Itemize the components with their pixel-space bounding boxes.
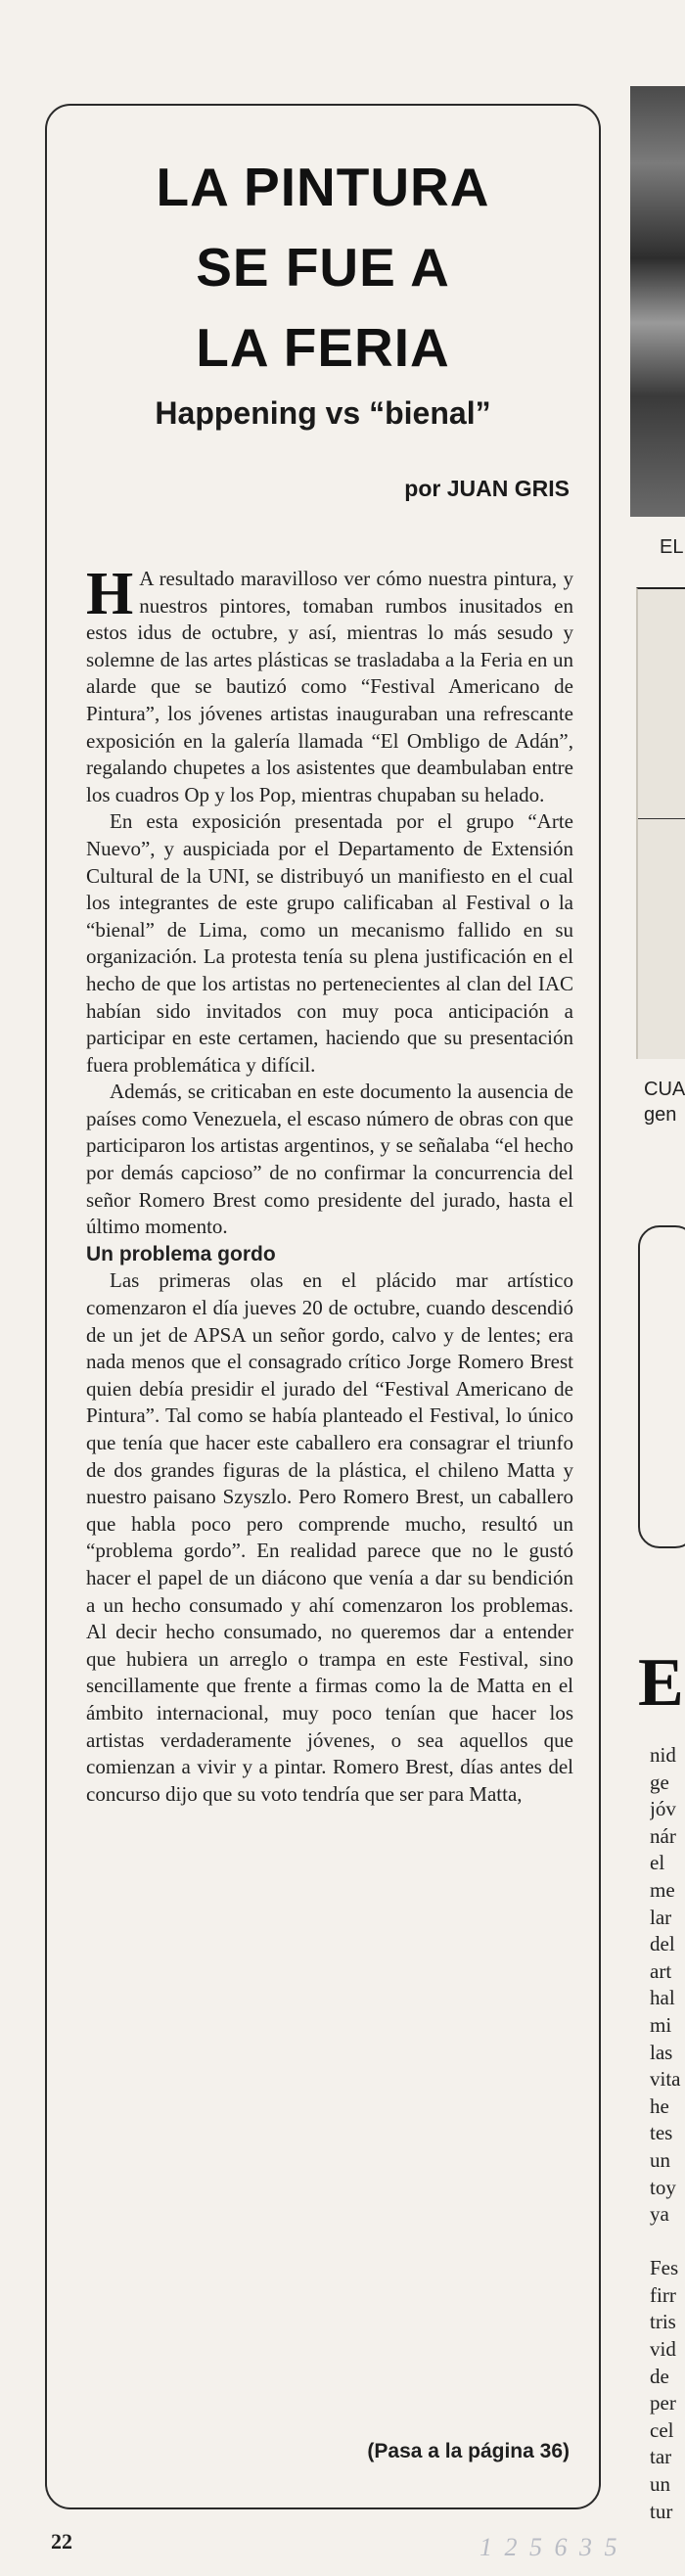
column-fragment: me: [650, 1877, 675, 1902]
paragraph: Las primeras olas en el plácido mar artístico comenzaron el día jueves 20 de octubre, cuando descendió de un jet de APSA un señor gordo, calvo y de lentes; era nada menos que el consagrado crítico Jorge Romero Brest quien debía presidir el jurado del “Festival Americano de Pintura”. Tal como se había planteado el Festival, lo único que tenía que hacer este caballero era consagrar el triunfo de dos grandes figuras de la plástica, el chileno Matta y nuestro paisano Szyszlo. Pero Romero Brest, un caballero que habla poco pero comprende mucho, resultó un “problema gordo”. En realidad parece que no le gustó hacer el papel de un diácono que venía a dar su bendición a un hecho consumado y ahí comenzaron los problemas. Al decir hecho consumado, no queremos dar a entender que hubiera un arreglo o trampa en este Festival, sino sencillamente que frente a firmas como la de Matta en el ámbito internacional, muy poco tenían que hacer los artistas verdaderamente jóvenes, o sea aquellos que comienzan a vivir y a pintar. Romero Brest, días antes del concurso dijo que su voto tendría que ser para Matta,: [86, 1268, 573, 1806]
column-fragment: un: [650, 2147, 670, 2172]
adjacent-caption-mid: [644, 1077, 685, 1127]
column-fragment: jóv: [650, 1797, 676, 1821]
paragraph: [86, 561, 573, 808]
column-fragment: del: [650, 1932, 675, 1956]
column-fragment: ya: [650, 2202, 669, 2227]
caption-line: CUA: [644, 1079, 685, 1100]
column-fragment: toy: [650, 2175, 676, 2199]
section-heading: Un problema gordo: [86, 1242, 276, 1265]
byline-author: JUAN GRIS: [446, 476, 570, 501]
column-fragment: las: [650, 2040, 673, 2064]
column-fragment: mi: [650, 2012, 672, 2037]
column-fragment: de: [650, 2364, 669, 2388]
continued-note: (Pasa a la página 36): [367, 2440, 570, 2462]
paragraph-text: A resultado maravilloso ver cómo nuestra pintura, y nuestros pintores, tomaban rumbos inusitados en estos idus de octubre, y así, mientras lo más sesudo y solemne de las artes plásticas se trasladaba a la Feria en un alarde que se bautizó como “Festival Americano de Pintura”, los jóvenes artistas inauguraban una refrescante exposición en la galería llamada “El Ombligo de Adán”, regalando chupetes a los asistentes que deambulaban entre los cuadros Op y los Pop, mientras chupaban su helado.: [86, 567, 573, 806]
column-fragment: vita: [650, 2067, 681, 2092]
byline-prefix: por: [404, 476, 441, 501]
column-fragment: tur: [650, 2499, 673, 2523]
column-fragment: ge: [650, 1770, 669, 1794]
adjacent-column-text: [650, 1742, 685, 2525]
column-fragment: hal: [650, 1986, 675, 2010]
column-fragment: nid: [650, 1743, 676, 1767]
adjacent-caption-top: EL: [660, 536, 684, 558]
column-fragment: tes: [650, 2121, 673, 2145]
divider: [638, 818, 685, 819]
ink-stamp: 1 2 5 6 3 5: [480, 2533, 620, 2561]
drop-cap: H: [86, 561, 134, 627]
adjacent-box: [638, 1225, 685, 1548]
column-fragment: un: [650, 2472, 670, 2497]
adjacent-photo-2: [636, 587, 685, 1059]
adjacent-photo: [630, 86, 685, 517]
column-fragment: vid: [650, 2337, 676, 2362]
column-fragment: cel: [650, 2417, 674, 2442]
byline: [404, 476, 570, 502]
column-fragment: tris: [650, 2310, 676, 2334]
column-fragment: lar: [650, 1905, 672, 1929]
page-number: 22: [51, 2529, 72, 2553]
column-fragment: per: [650, 2391, 676, 2415]
column-fragment: firr: [650, 2282, 676, 2307]
adjacent-drop-cap: E: [638, 1645, 684, 1721]
paragraph: Además, se criticaban en este documento la ausencia de países como Venezuela, el escaso número de obras con que participaron los artistas argentinos, y se señalaba “el hecho por demás capcioso” de no confirmar la concurrencia del señor Romero Brest como presidente del jurado, hasta el último momento.: [86, 1080, 573, 1239]
column-fragment: el: [650, 1851, 665, 1875]
article-body: [86, 561, 573, 1808]
column-fragment: he: [650, 2093, 669, 2118]
caption-line: gen: [644, 1104, 677, 1126]
subheadline: Happening vs “bienal”: [155, 395, 491, 431]
headline-line-2: SE FUE A: [196, 237, 450, 298]
headline-line-3: LA FERIA: [196, 317, 450, 378]
column-fragment: nár: [650, 1823, 676, 1848]
headline: [45, 147, 601, 388]
column-fragment: Fes: [650, 2256, 679, 2280]
column-fragment: tar: [650, 2445, 672, 2469]
headline-line-1: LA PINTURA: [156, 157, 490, 217]
column-fragment: [650, 2229, 685, 2256]
column-fragment: art: [650, 1958, 672, 1983]
paragraph: En esta exposición presentada por el grupo “Arte Nuevo”, y auspiciada por el Departamento de Extensión Cultural de la UNI, se distribuyó un manifiesto en el cual los integrantes de este grupo calificaban al Festival o la “bienal” de Lima, como un mecanismo fallido en su organización. La protesta tenía su plena justificación en el hecho de que los artistas no pertenecientes al clan del IAC habían sido invitados con muy poca anticipación a participar en este certamen, haciendo que su presentación fuera problemática y difícil.: [86, 809, 573, 1077]
